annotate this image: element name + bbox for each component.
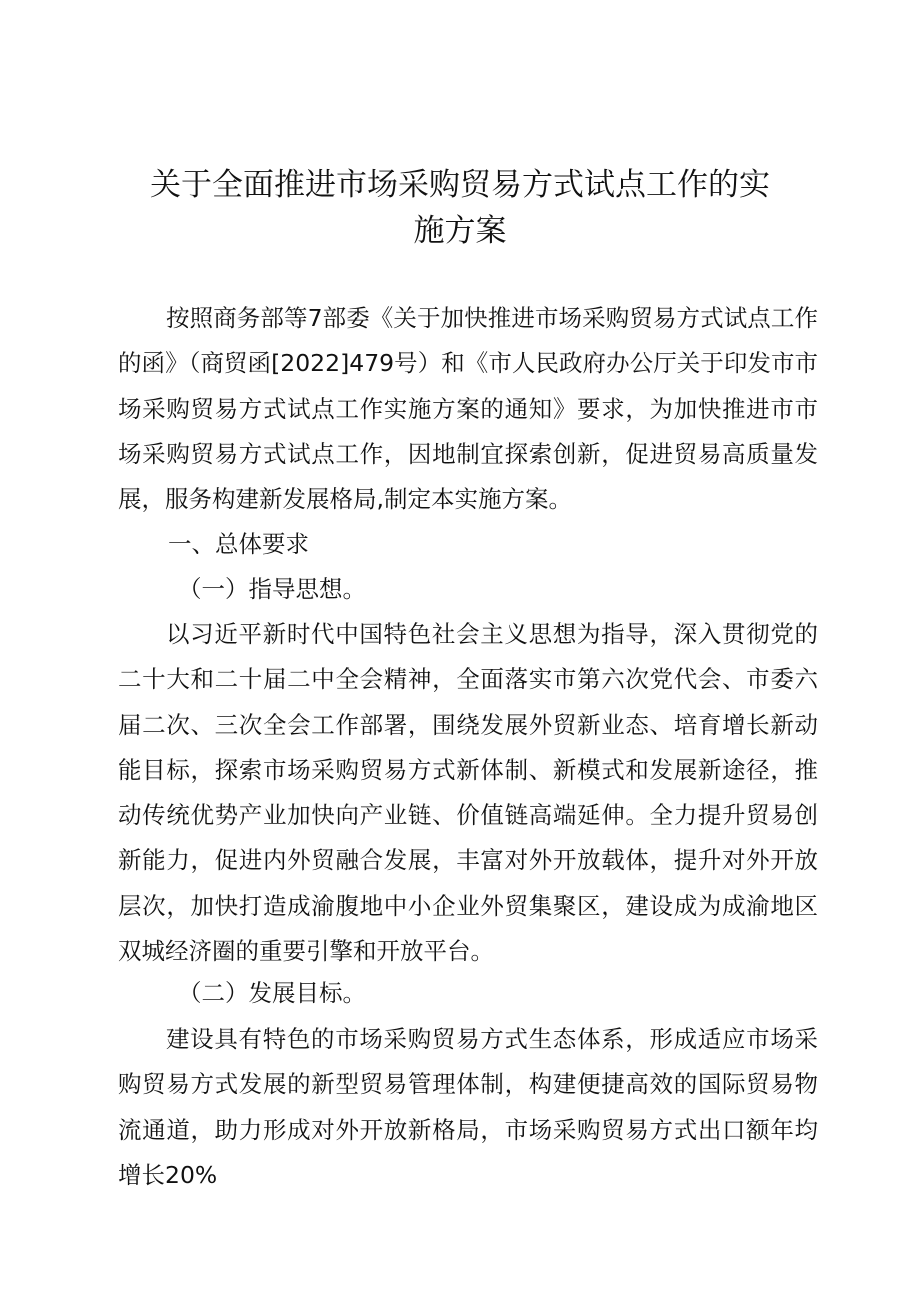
development-goals-paragraph: 建设具有特色的市场采购贸易方式生态体系，形成适应市场采购贸易方式发展的新型贸易管理体制，构建便捷高效的国际贸易物流通道，助力形成对外开放新格局，市场采购贸易方式出口额年均增长20% bbox=[118, 1025, 818, 1189]
subsection-heading-development-goals: （二）发展目标。 bbox=[178, 979, 366, 1007]
document-title-line-2: 施方案 bbox=[413, 213, 507, 249]
intro-paragraph: 按照商务部等7部委《关于加快推进市场采购贸易方式试点工作的函》（商贸函[2022]479号）和《市人民政府办公厅关于印发市市场采购贸易方式试点工作实施方案的通知》要求，为加快推进市市场采购贸易方式试点工作，因地制宜探索创新，促进贸易高质量发展，服务构建新发展格局,制定本实施方案。 bbox=[118, 304, 818, 514]
section-heading-general-requirements: 一、总体要求 bbox=[168, 530, 309, 558]
subsection-heading-guiding-ideology: （一）指导思想。 bbox=[178, 575, 366, 603]
guiding-ideology-paragraph: 以习近平新时代中国特色社会主义思想为指导，深入贯彻党的二十大和二十届二中全会精神，全面落实市第六次党代会、市委六届二次、三次全会工作部署，围绕发展外贸新业态、培育增长新动能目标，探索市场采购贸易方式新体制、新模式和发展新途径，推动传统优势产业加快向产业链、价值链高端延伸。全力提升贸易创新能力，促进内外贸融合发展，丰富对外开放载体，提升对外开放层次，加快打造成渝腹地中小企业外贸集聚区，建设成为成渝地区双城经济圈的重要引擎和开放平台。 bbox=[118, 620, 818, 966]
document-title-line-1: 关于全面推进市场采购贸易方式试点工作的实 bbox=[150, 167, 770, 203]
